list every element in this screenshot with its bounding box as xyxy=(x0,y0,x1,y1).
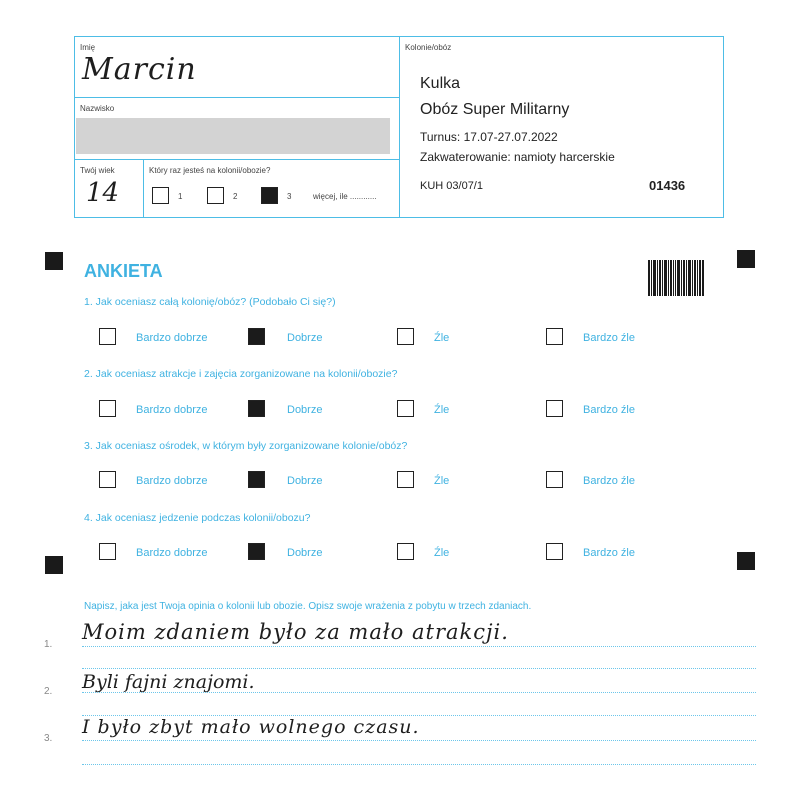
camp-code: KUH 03/07/1 xyxy=(420,180,483,192)
registration-marker-bottom-left xyxy=(45,556,63,574)
visit-option-3: 3 xyxy=(287,192,292,201)
opinion-prompt: Napisz, jaka jest Twoja opinia o kolonii lub obozie. Opisz swoje wrażenia z pobytu w trzech zdaniach. xyxy=(84,601,532,612)
registration-marker-top-right xyxy=(737,250,755,268)
visit-option-1: 1 xyxy=(178,192,183,201)
camp-name: Kulka xyxy=(420,75,461,92)
q4-label-dobrze: Dobrze xyxy=(287,547,323,559)
nazwisko-redaction xyxy=(76,118,390,154)
form-number: 01436 xyxy=(649,178,686,193)
answer-2[interactable]: Byli fajni znajomi. xyxy=(82,671,255,693)
q4-checkbox-dobrze[interactable] xyxy=(248,543,265,560)
q2-label-bardzo-dobrze: Bardzo dobrze xyxy=(136,404,208,416)
question-2: 2. Jak oceniasz atrakcje i zajęcia zorganizowane na kolonii/obozie? xyxy=(84,368,398,380)
q4-label-zle: Źle xyxy=(434,547,450,559)
answer-line-1 xyxy=(82,646,756,647)
camp-title: Obóz Super Militarny xyxy=(420,101,570,118)
q2-label-zle: Źle xyxy=(434,404,450,416)
answer-number-2: 2. xyxy=(44,686,53,697)
visit-checkbox-1[interactable] xyxy=(152,187,169,204)
answer-number-3: 3. xyxy=(44,733,53,744)
answer-number-1: 1. xyxy=(44,639,53,650)
answer-3[interactable]: I było zbyt mało wolnego czasu. xyxy=(82,716,420,738)
q3-label-bardzo-dobrze: Bardzo dobrze xyxy=(136,475,208,487)
q3-label-bardzo-zle: Bardzo źle xyxy=(583,475,635,487)
q1-label-bardzo-dobrze: Bardzo dobrze xyxy=(136,332,208,344)
header-divider-2 xyxy=(74,159,399,160)
q3-checkbox-dobrze[interactable] xyxy=(248,471,265,488)
header-divider-3 xyxy=(143,159,144,217)
zakwaterowanie: Zakwaterowanie: namioty harcerskie xyxy=(420,150,615,164)
q1-label-zle: Źle xyxy=(434,332,450,344)
q2-label-bardzo-zle: Bardzo źle xyxy=(583,404,635,416)
header-divider-vertical xyxy=(399,36,400,217)
question-4: 4. Jak oceniasz jedzenie podczas kolonii/obozu? xyxy=(84,512,311,524)
q2-checkbox-bardzo-zle[interactable] xyxy=(546,400,563,417)
answer-line-3b xyxy=(82,764,756,765)
q2-label-dobrze: Dobrze xyxy=(287,404,323,416)
wiek-label: Twój wiek xyxy=(80,166,115,175)
registration-marker-bottom-right xyxy=(737,552,755,570)
q3-checkbox-zle[interactable] xyxy=(397,471,414,488)
question-1: 1. Jak oceniasz całą kolonię/obóz? (Podobało Ci się?) xyxy=(84,296,336,308)
q4-checkbox-bardzo-zle[interactable] xyxy=(546,543,563,560)
q3-checkbox-bardzo-dobrze[interactable] xyxy=(99,471,116,488)
q3-checkbox-bardzo-zle[interactable] xyxy=(546,471,563,488)
turnus: Turnus: 17.07-27.07.2022 xyxy=(420,130,558,144)
answer-line-2 xyxy=(82,692,756,693)
q4-label-bardzo-dobrze: Bardzo dobrze xyxy=(136,547,208,559)
visit-option-2: 2 xyxy=(233,192,238,201)
q1-checkbox-bardzo-zle[interactable] xyxy=(546,328,563,345)
q2-checkbox-zle[interactable] xyxy=(397,400,414,417)
visit-checkbox-3[interactable] xyxy=(261,187,278,204)
answer-line-1b xyxy=(82,668,756,669)
imie-label: Imię xyxy=(80,43,96,52)
q2-checkbox-bardzo-dobrze[interactable] xyxy=(99,400,116,417)
q3-label-dobrze: Dobrze xyxy=(287,475,323,487)
answer-1[interactable]: Moim zdaniem było za mało atrakcji. xyxy=(82,620,509,644)
visit-checkbox-2[interactable] xyxy=(207,187,224,204)
q4-checkbox-bardzo-dobrze[interactable] xyxy=(99,543,116,560)
imie-value[interactable]: Marcin xyxy=(82,52,197,87)
barcode-icon xyxy=(648,260,704,296)
q1-checkbox-dobrze[interactable] xyxy=(248,328,265,345)
q2-checkbox-dobrze[interactable] xyxy=(248,400,265,417)
ktory-raz-label: Który raz jesteś na kolonii/obozie? xyxy=(149,166,271,175)
wiek-value[interactable]: 14 xyxy=(86,178,120,208)
header-divider-1 xyxy=(74,97,399,98)
answer-line-3 xyxy=(82,740,756,741)
q4-checkbox-zle[interactable] xyxy=(397,543,414,560)
nazwisko-label: Nazwisko xyxy=(80,104,115,113)
wiecej-label: więcej, ile ............ xyxy=(313,192,377,201)
q4-label-bardzo-zle: Bardzo źle xyxy=(583,547,635,559)
question-3: 3. Jak oceniasz ośrodek, w którym były zorganizowane kolonie/obóz? xyxy=(84,440,408,452)
survey-title: ANKIETA xyxy=(84,261,163,281)
q1-checkbox-bardzo-dobrze[interactable] xyxy=(99,328,116,345)
q3-label-zle: Źle xyxy=(434,475,450,487)
kolonie-label: Kolonie/obóz xyxy=(405,43,452,52)
q1-label-dobrze: Dobrze xyxy=(287,332,323,344)
q1-label-bardzo-zle: Bardzo źle xyxy=(583,332,635,344)
registration-marker-top-left xyxy=(45,252,63,270)
q1-checkbox-zle[interactable] xyxy=(397,328,414,345)
